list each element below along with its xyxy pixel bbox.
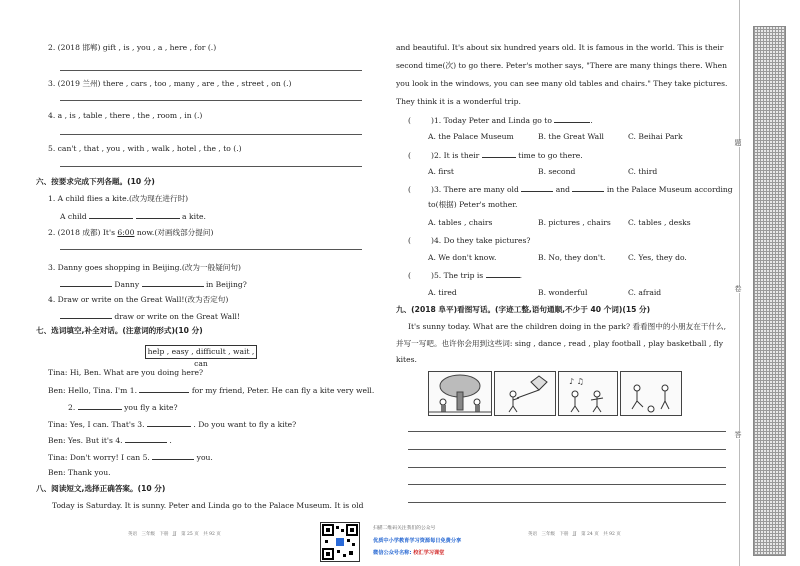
rq4-opt-c[interactable]: C. Yes, they do.	[628, 253, 687, 262]
picture-kite	[494, 371, 556, 416]
d2a: Ben: Hello, Tina. I'm 1.	[48, 386, 137, 395]
rq5-opt-b[interactable]: B. wonderful	[538, 288, 588, 297]
rq2	[408, 150, 583, 160]
promo-bottom-b: 校汇学习课堂	[413, 550, 445, 556]
blank[interactable]	[142, 279, 204, 287]
blank[interactable]	[554, 115, 590, 123]
rq5: ( )5. The trip is .	[408, 271, 523, 280]
d6a: Tina: Don't worry! I can 5.	[48, 453, 150, 462]
d4a: Tina: Yes, I can. That's 3.	[48, 420, 145, 429]
writing-line[interactable]	[408, 449, 726, 450]
dialogue-5	[48, 435, 172, 445]
blank[interactable]	[136, 211, 180, 219]
rq3-opt-c[interactable]: C. tables , desks	[628, 218, 691, 227]
football-icon	[621, 372, 681, 415]
rq4: ( )4. Do they take pictures?	[408, 236, 531, 245]
rq1-opt-b[interactable]: B. the Great Wall	[538, 132, 604, 141]
rq1-text: ( )1. Today Peter and Linda go to	[408, 116, 552, 125]
rq2-opt-b[interactable]: B. second	[538, 167, 576, 176]
rq2-text-b: time to go there.	[518, 151, 583, 160]
answer-line[interactable]	[60, 100, 362, 101]
d3b: you fly a kite?	[124, 403, 178, 412]
s6-q1-line	[60, 211, 206, 221]
qr-icon	[321, 523, 359, 561]
rq3-text-d: to(根据) Peter's mother.	[428, 200, 518, 209]
answer-line[interactable]	[60, 166, 362, 167]
blank[interactable]	[572, 184, 604, 192]
passage-line-4: you look in the windows, you can see many old tables and chairs." They take pictures.	[396, 79, 728, 88]
rq3-text-c: in the Palace Museum according	[606, 185, 733, 194]
s6-q3-line	[60, 279, 247, 289]
blank[interactable]	[60, 279, 112, 287]
dialogue-2	[48, 385, 374, 395]
rq3-opt-a[interactable]: A. tables , chairs	[428, 218, 493, 227]
picture-football	[620, 371, 682, 416]
s6-q1a: A child	[60, 212, 87, 221]
section-7-title: 七、选词填空,补全对话。(注意词的形式)(10 分)	[36, 326, 203, 335]
strip-char-3: 答	[734, 431, 742, 439]
writing-line[interactable]	[408, 467, 726, 468]
s6-q2b: now.(对画线部分提问)	[136, 228, 214, 237]
answer-line[interactable]	[60, 70, 362, 71]
section-8-title: 八、阅读短文,选择正确答案。(10 分)	[36, 484, 166, 493]
s6-q3a: Danny	[114, 280, 140, 289]
passage-line-3: second time(次) to go there. Peter's mother says, "There are many things there. When	[396, 61, 728, 70]
kite-icon	[495, 372, 555, 415]
s6-q4: 4. Draw or write on the Great Wall!(改为否定句)	[48, 295, 229, 304]
word-box: help , easy , difficult , wait , can	[145, 345, 257, 359]
right-footer: 英语 三年级 下册 JJ 第 24 页 共 92 页	[528, 532, 621, 537]
answer-line[interactable]	[60, 249, 362, 250]
s6-q4-line	[60, 311, 240, 321]
rq3	[408, 184, 733, 194]
s6-q2a: 2. (2018 成都) It's	[48, 228, 115, 237]
rq4-opt-a[interactable]: A. We don't know.	[428, 253, 497, 262]
q2-text: 2. (2018 邯郸) gift , is , you , a , here , for (.)	[48, 43, 217, 52]
dialogue-4	[48, 419, 296, 429]
q5-text: 5. can't , that , you , with , walk , hotel , the , to (.)	[48, 144, 242, 153]
rq5-text: ( )5. The trip is	[408, 271, 484, 280]
section-9-title: 九、(2018 阜平)看图写话。(字迹工整,语句通顺,不少于 40 个词)(15 分)	[396, 305, 651, 314]
writing-prompt-3: kites.	[396, 355, 417, 364]
dialogue-6	[48, 452, 213, 462]
blank[interactable]	[147, 419, 191, 427]
rq3-text: ( )3. There are many old	[408, 185, 519, 194]
strip-char-1: 题	[734, 139, 742, 147]
dance-icon	[559, 372, 617, 415]
q3-text: 3. (2019 兰州) there , cars , too , many , are , the , street , on (.)	[48, 79, 292, 88]
rq2-opt-c[interactable]: C. third	[628, 167, 658, 176]
blank[interactable]	[521, 184, 553, 192]
blank[interactable]	[125, 435, 167, 443]
passage-line-5: They think it is a wonderful trip.	[396, 97, 521, 106]
promo-bottom-a: 微信公众号名称:	[373, 550, 412, 556]
rq5-opt-c[interactable]: C. afraid	[628, 288, 662, 297]
section-6-title: 六、按要求完成下列各题。(10 分)	[36, 177, 155, 186]
writing-line[interactable]	[408, 484, 726, 485]
d5b: .	[169, 436, 172, 445]
rq5-opt-a[interactable]: A. tired	[428, 288, 457, 297]
rq3-text-b: and	[555, 185, 570, 194]
d3a: 2.	[68, 403, 76, 412]
s6-q1b: a kite.	[182, 212, 206, 221]
qr-code	[320, 522, 360, 562]
promo-top: 扫描二维码关注我们的公众号	[373, 526, 436, 531]
rq2-text: ( )2. It is their	[408, 151, 480, 160]
writing-line[interactable]	[408, 431, 726, 432]
rq4-opt-b[interactable]: B. No, they don't.	[538, 253, 606, 262]
picture-singing-dancing	[558, 371, 618, 416]
promo-bottom	[373, 550, 444, 556]
picture-reading-tree	[428, 371, 492, 416]
promo-mid: 优质中小学教育学习资源每日免费分享	[373, 538, 462, 544]
blank[interactable]	[78, 402, 122, 410]
rq1-opt-a[interactable]: A. the Palace Museum	[428, 132, 514, 141]
answer-line[interactable]	[60, 134, 362, 135]
blank[interactable]	[482, 150, 516, 158]
blank[interactable]	[152, 452, 194, 460]
s6-q1: 1. A child flies a kite.(改为现在进行时)	[48, 194, 189, 203]
s6-q2	[48, 228, 213, 237]
d2b: for my friend, Peter. He can fly a kite very well.	[191, 386, 375, 395]
writing-prompt-1: It's sunny today. What are the children doing in the park? 看看图中的小朋友在干什么,	[408, 322, 726, 331]
d6b: you.	[196, 453, 213, 462]
s6-q3: 3. Danny goes shopping in Beijing.(改为一般疑问句)	[48, 263, 241, 272]
svg-text:♪ ♫: ♪ ♫	[569, 377, 584, 386]
writing-prompt-2: 并写一写吧。也许你会用到这些词: sing , dance , read , play football , play basketball , fly	[396, 339, 724, 348]
rq3-opt-b[interactable]: B. pictures , chairs	[538, 218, 611, 227]
s6-q4a: draw or write on the Great Wall!	[114, 312, 240, 321]
underlined-time: 6:00	[117, 228, 135, 237]
dialogue-1: Tina: Hi, Ben. What are you doing here?	[48, 368, 204, 377]
left-footer: 英语 三年级 下册 JJ 第 25 页 共 92 页	[128, 532, 221, 537]
writing-line[interactable]	[408, 502, 726, 503]
blank[interactable]	[486, 270, 520, 278]
d5a: Ben: Yes. But it's 4.	[48, 436, 123, 445]
blank[interactable]	[139, 385, 189, 393]
passage-line-2: and beautiful. It's about six hundred years old. It is famous in the world. This is their	[396, 43, 724, 52]
q4-text: 4. a , is , table , there , the , room , in (.)	[48, 111, 203, 120]
binding-hatch	[753, 26, 786, 556]
dialogue-3	[68, 402, 178, 412]
rq1-opt-c[interactable]: C. Beihai Park	[628, 132, 683, 141]
d4b: . Do you want to fly a kite?	[193, 420, 297, 429]
rq2-opt-a[interactable]: A. first	[428, 167, 454, 176]
tree-reading-icon	[429, 372, 491, 415]
blank[interactable]	[89, 211, 133, 219]
rq1: ( )1. Today Peter and Linda go to .	[408, 116, 593, 125]
strip-char-2: 卷	[734, 285, 742, 293]
dialogue-7: Ben: Thank you.	[48, 468, 111, 477]
passage-line-1: Today is Saturday. It is sunny. Peter and Linda go to the Palace Museum. It is old	[52, 501, 364, 510]
blank[interactable]	[60, 311, 112, 319]
s6-q3b: in Beijing?	[205, 280, 247, 289]
